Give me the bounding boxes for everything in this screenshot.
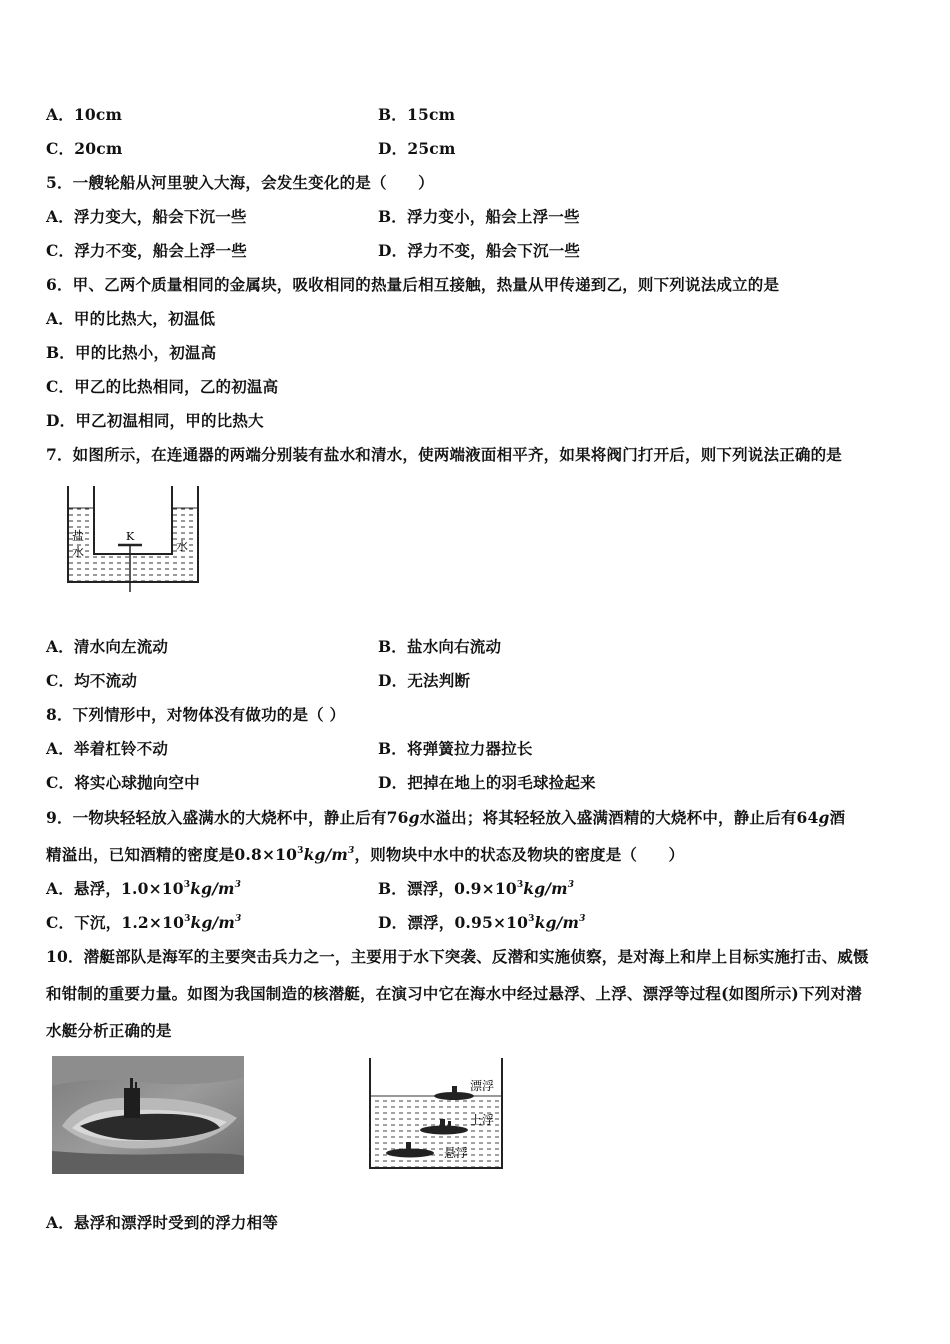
float-label: 漂浮: [470, 1079, 495, 1093]
salt-label-1: 盐: [72, 529, 85, 543]
q10-stem-line2: 和钳制的重要力量。如图为我国制造的核潜艇，在演习中它在海水中经过悬浮、上浮、漂浮等过程(如图所示)下列对潜: [46, 984, 862, 1003]
q6-option-c: C．甲乙的比热相同，乙的初温高: [46, 377, 279, 396]
valve-label: K: [126, 530, 135, 543]
q8-option-a: A．举着杠铃不动: [46, 739, 169, 758]
q6-stem: 6．甲、乙两个质量相同的金属块，吸收相同的热量后相互接触，热量从甲传递到乙，则下列说法成立的是: [46, 275, 780, 294]
connected-vessel-figure: [60, 482, 210, 594]
salt-label-2: 水: [72, 545, 85, 559]
q7-option-b: B．盐水向右流动: [378, 637, 502, 656]
q6-option-d: D．甲乙初温相同，甲的比热大: [46, 411, 264, 430]
q5-option-c: C．浮力不变，船会上浮一些: [46, 241, 247, 260]
q9-option-d: D．漂浮，$0.95\times 10^3kg/m^3$: [378, 913, 586, 932]
water-label: 水: [176, 539, 189, 553]
q5-option-d: D．浮力不变，船会下沉一些: [378, 241, 581, 260]
q10-stem-line3: 水艇分析正确的是: [46, 1021, 172, 1040]
q9-option-a: A．悬浮，$1.0\times 10^3kg/m^3$: [46, 879, 242, 898]
q9-option-c: C．下沉，$1.2\times 10^3kg/m^3$: [46, 913, 242, 932]
q4-option-a: A．10cm: [46, 105, 123, 124]
q7-option-c: C．均不流动: [46, 671, 138, 690]
q5-option-b: B．浮力变小，船会上浮一些: [378, 207, 580, 226]
q7-option-d: D．无法判断: [378, 671, 471, 690]
submarine-states-diagram: [366, 1056, 506, 1172]
q9-stem-line1: 9．一物块轻轻放入盛满水的大烧杯中，静止后有76g水溢出；将其轻轻放入盛满酒精的大烧杯中，静止后有64g酒: [46, 808, 846, 827]
q8-option-c: C．将实心球抛向空中: [46, 773, 200, 792]
q5-option-a: A．浮力变大，船会下沉一些: [46, 207, 247, 226]
q4-option-b: B．15cm: [378, 105, 456, 124]
q6-option-a: A．甲的比热大，初温低: [46, 309, 216, 328]
suspend-label: 悬浮: [444, 1146, 469, 1160]
q10-option-a: A．悬浮和漂浮时受到的浮力相等: [46, 1213, 279, 1232]
q8-option-b: B．将弹簧拉力器拉长: [378, 739, 533, 758]
q5-stem: 5．一艘轮船从河里驶入大海，会发生变化的是（ ）: [46, 173, 434, 192]
q6-option-b: B．甲的比热小，初温高: [46, 343, 217, 362]
q4-option-c: C．20cm: [46, 139, 123, 158]
q9-option-b: B．漂浮，$0.9\times 10^3kg/m^3$: [378, 879, 575, 898]
q7-stem: 7．如图所示，在连通器的两端分别装有盐水和清水，使两端液面相平齐，如果将阀门打开后，则下列说法正确的是: [46, 445, 842, 464]
q4-option-d: D．25cm: [378, 139, 456, 158]
q9-stem-line2: 精溢出，已知酒精的密度是$0.8\times 10^3kg/m^3$，则物块中水中的状态及物块的密度是（ ）: [46, 845, 685, 864]
q8-stem: 8．下列情形中，对物体没有做功的是（ ）: [46, 705, 346, 724]
submarine-photo: [52, 1056, 244, 1174]
rise-label: 上浮: [470, 1113, 495, 1127]
q8-option-d: D．把掉在地上的羽毛球捡起来: [378, 773, 596, 792]
q7-option-a: A．清水向左流动: [46, 637, 169, 656]
q10-stem-line1: 10．潜艇部队是海军的主要突击兵力之一，主要用于水下突袭、反潜和实施侦察，是对海上和岸上目标实施打击、威慑: [46, 947, 869, 966]
